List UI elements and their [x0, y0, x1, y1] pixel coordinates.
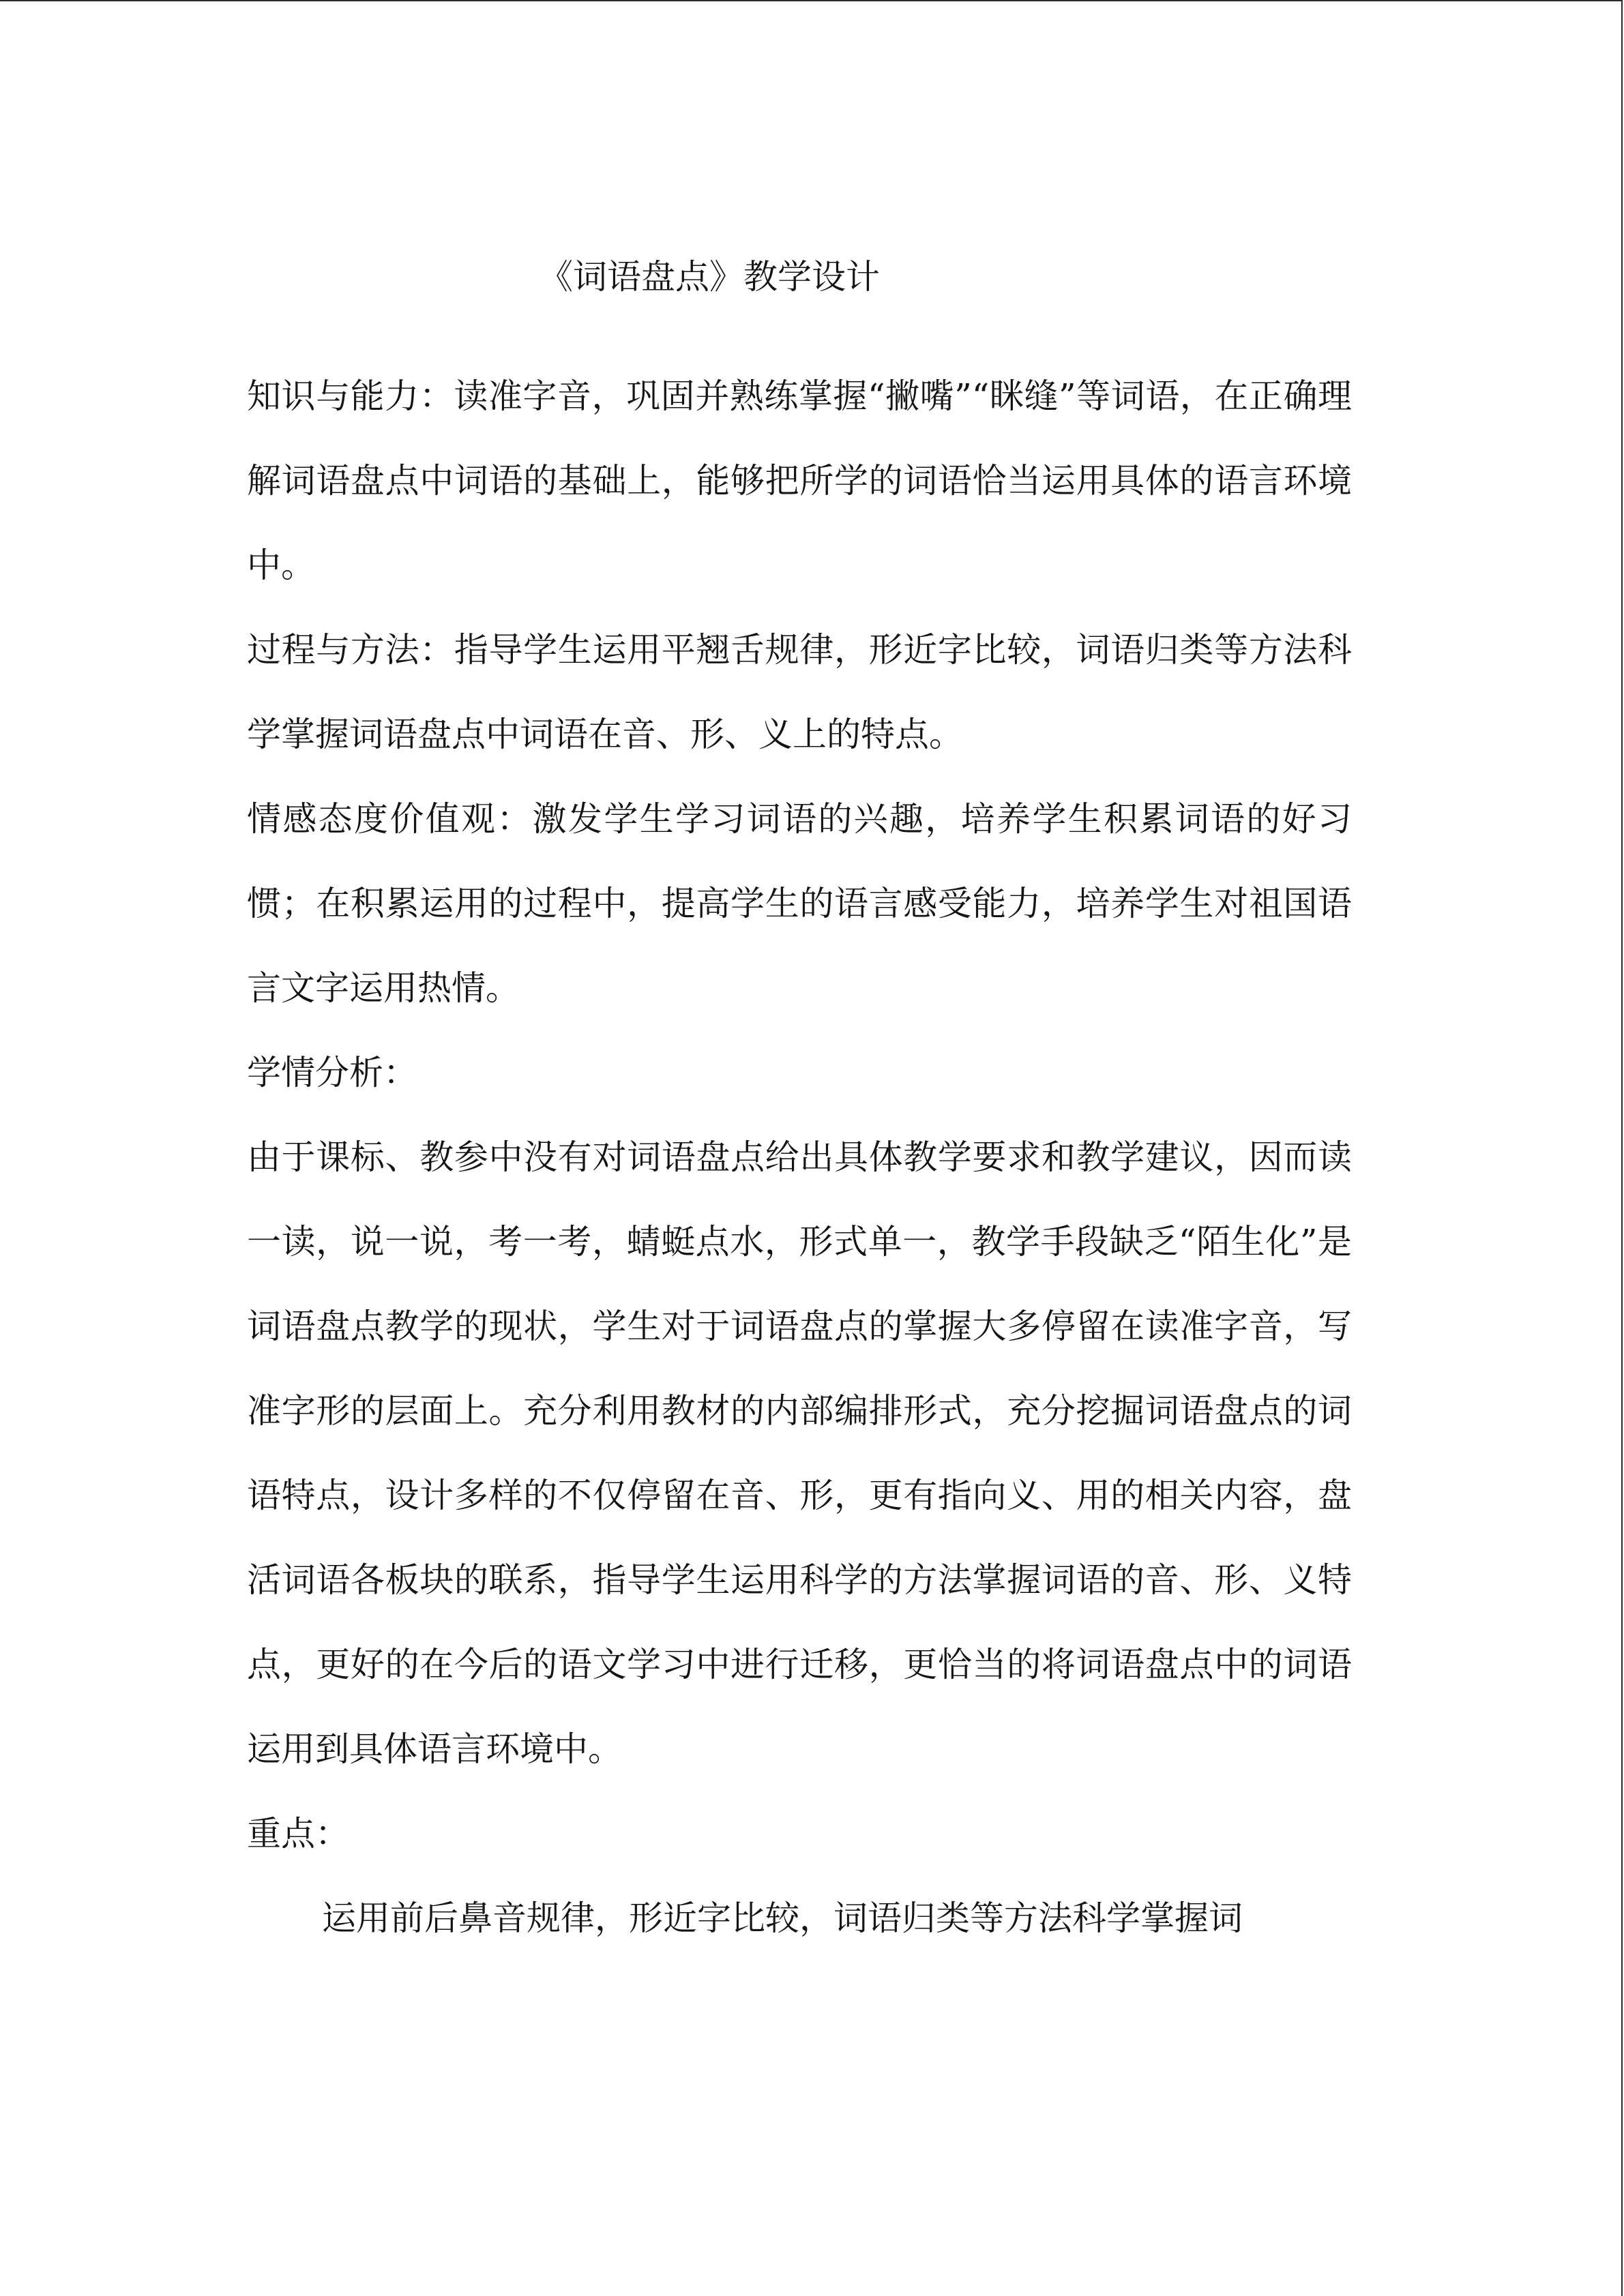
paragraph-key-points: 运用前后鼻音规律，形近字比较，词语归类等方法科学掌握词 [322, 1898, 1243, 1938]
paragraph-process-method: 过程与方法：指导学生运用平翘舌规律，形近字比较，词语归类等方法科学掌握词语盘点中词语在音、形、义上的特点。 [247, 630, 1352, 754]
paragraph-emotion-values: 情感态度价值观：激发学生学习词语的兴趣，培养学生积累词语的好习惯；在积累运用的过程中，提高学生的语言感受能力，培养学生对祖国语言文字运用热情。 [247, 799, 1352, 1008]
document-body [247, 354, 1352, 1960]
paragraph-learning-analysis: 由于课标、教参中没有对词语盘点给出具体教学要求和教学建议，因而读一读，说一说，考一考，蜻蜓点水，形式单一，教学手段缺乏“陌生化”是词语盘点教学的现状，学生对于词语盘点的掌握大多停留在读准字音，写准字形的层面上。充分利用教材的内部编排形式，充分挖掘词语盘点的词语特点，设计多样的不仅停留在音、形，更有指向义、用的相关内容，盘活词语各板块的联系，指导学生运用科学的方法掌握词语的音、形、义特点，更好的在今后的语文学习中进行迁移，更恰当的将词语盘点中的词语运用到具体语言环境中。 [247, 1137, 1352, 1769]
paragraph-knowledge-ability: 知识与能力：读准字音，巩固并熟练掌握“撇嘴”“眯缝”等词语，在正确理解词语盘点中词语的基础上，能够把所学的词语恰当运用具体的语言环境中。 [247, 376, 1352, 585]
heading-learning-analysis: 学情分析： [247, 1053, 417, 1092]
heading-key-points: 重点： [247, 1814, 349, 1853]
document-title: 《词语盘点》教学设计 [539, 257, 880, 297]
